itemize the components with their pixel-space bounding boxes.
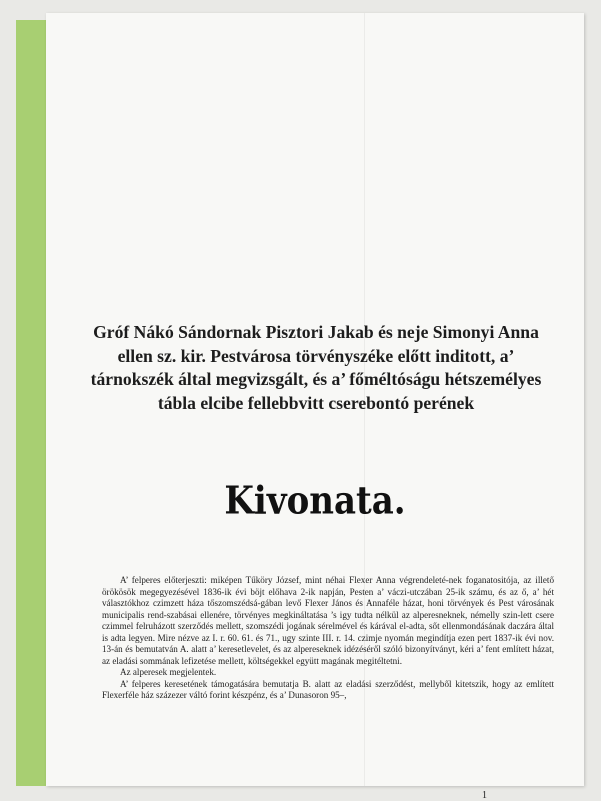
body-paragraph: Az alperesek megjelentek.: [120, 667, 217, 677]
page-number: 1: [482, 790, 487, 801]
document-body: [102, 575, 554, 702]
document-headline: Kivonata.: [224, 478, 406, 524]
document-title: Gróf Nákó Sándornak Pisztori Jakab és neje Simonyi Anna ellen sz. kir. Pestvárosa törvényszéke előtt inditott, a’ tárnokszék által megvizsgált, és a’ főméltóságu hétszemélyes tábla elcibe fellebbvitt cserebontó perének: [90, 322, 542, 413]
body-paragraph: A’ felperes keresetének támogatására bemutatja B. alatt az eladási szerződést, mellyből kitetszik, hogy az említett Flexerféle ház százezer váltó forint készpénz, és a’ Dunasoron 95–,: [102, 678, 554, 700]
green-backing-strip: [16, 20, 46, 786]
document-page: [46, 13, 584, 801]
body-paragraph: A’ felperes előterjeszti: miképen Tűköry József, mint néhai Flexer Anna végrendeleté-nek foganatositója, az illető örökösök megegyezésével 1836-ik évi böjt előhava 2-ik napján, Pesten a’ váczi-utczában 25-ik számu, és az ő, a’ hét választókhoz czimzett háza tőszomszédsá-gában levő Flexer János és Annaféle házat, honi törvények és Pest városának municipalis rend-szabásai ellenére, törvényes megkináltatása ’s igy tudta nélkül az alperesneknek, némelly szin-lett csere czimmel felruházott szerződés mellett, szomszédi jogának sérelmével és kárával el-adta, sőt ellenmondásának daczára által is adta legyen. Mire nézve az I. r. 60. 61. és 71., ugy szinte III. r. 14. czimje nyomán megindítja ezen pert 1837-ik évi nov. 13-án és bemutatván A. alatt a’ keresetlevelet, és az alpereseknek idézéséről szóló bizonyítványt, kéri a’ fent említett házat, az eladási sommának lefizetése mellett, költségekkel együtt magának megitéltetni.: [102, 575, 554, 666]
